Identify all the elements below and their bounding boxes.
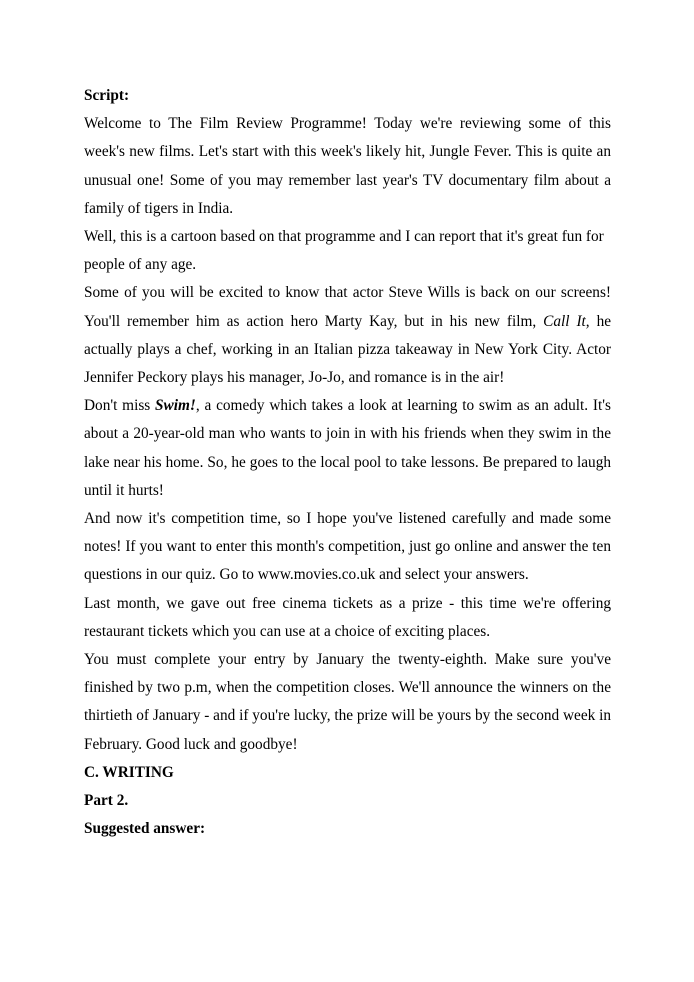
document-page <box>84 82 611 843</box>
paragraph-4-intro: Don't miss <box>84 397 156 415</box>
film-title-swim: Swim! <box>155 397 196 415</box>
script-paragraph-3 <box>84 279 611 392</box>
paragraph-4-rest: , a comedy which takes a look at learning to swim as an adult. It's about a 20-year-old man who wants to join in with his friends when they swim in the lake near his home. So, he goes to the local pool to take lessons. Be prepared to laugh until it hurts! <box>84 397 611 499</box>
script-heading: Script: <box>84 87 130 104</box>
section-heading-writing: C. WRITING <box>84 763 174 781</box>
script-paragraph-1: Welcome to The Film Review Programme! Today we're reviewing some of this week's new films. Let's start with this week's likely hit, Jungle Fever. This is quite an unusual one! Some of you may remember last year's TV documentary film about a family of tigers in India. <box>84 115 611 217</box>
script-paragraph-5: And now it's competition time, so I hope you've listened carefully and made some notes! If you want to enter this month's competition, just go online and answer the ten questions in our quiz. Go to www.movies.co.uk and select your answers. <box>84 510 611 584</box>
script-paragraph-6: Last month, we gave out free cinema tickets as a prize - this time we're offering restaurant tickets which you can use at a choice of exciting places. <box>84 594 611 640</box>
script-paragraph-2: Well, this is a cartoon based on that programme and I can report that it's great fun for people of any age. <box>84 228 604 274</box>
film-title-call-it: Call It, <box>543 312 590 330</box>
paragraph-3-intro: Some of you will be excited to know that actor Steve Wills is back on our screens! You'll remember him as action hero Marty Kay, but in his new film, <box>84 284 611 330</box>
paragraph-3-rest: he actually plays a chef, working in an Italian pizza takeaway in New York City. Actor Jennifer Peckory plays his manager, Jo-Jo, and romance is in the air! <box>84 312 612 387</box>
suggested-answer-heading: Suggested answer: <box>84 820 206 838</box>
script-paragraph-7: You must complete your entry by January the twenty-eighth. Make sure you've finished by two p.m, when the competition closes. We'll announce the winners on the thirtieth of January - and if you're lucky, the prize will be yours by the second week in February. Good luck and goodbye! <box>84 651 611 753</box>
part-heading: Part 2. <box>84 792 129 810</box>
script-paragraph-4 <box>84 392 611 505</box>
